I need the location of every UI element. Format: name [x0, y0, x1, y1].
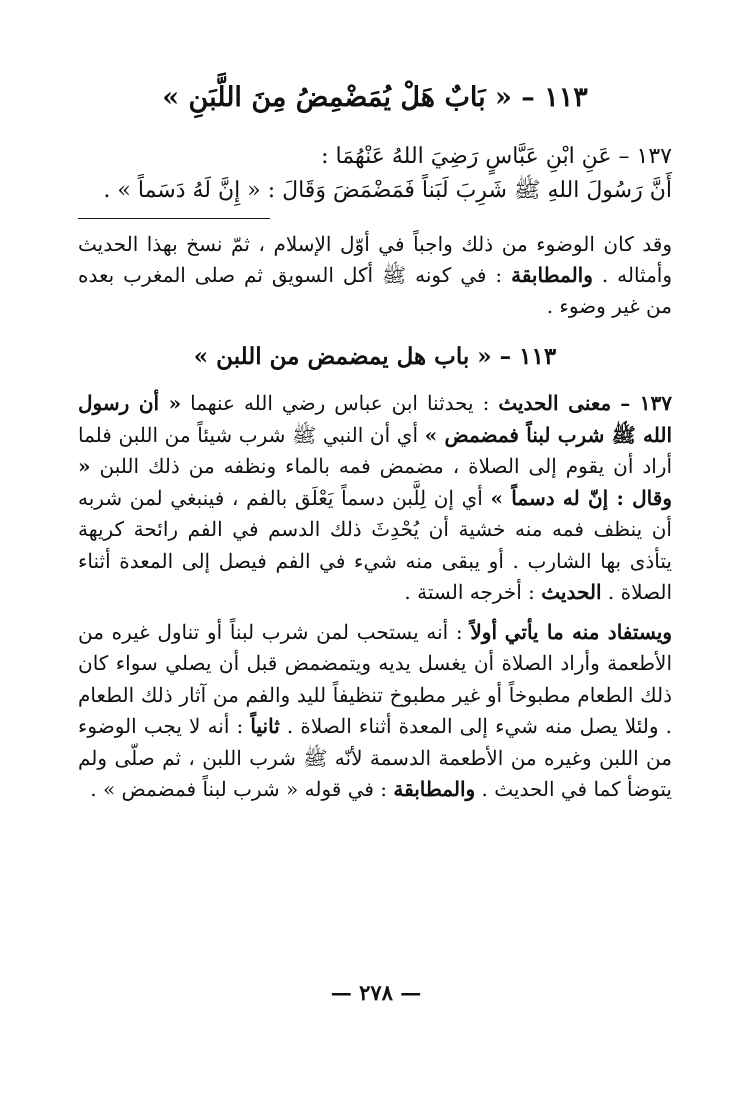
- benefits-paragraph: [78, 617, 672, 806]
- section-heading: ١١٣ – « باب هل يمضمض من اللبن »: [193, 343, 557, 370]
- second-label: ثانياً: [250, 714, 280, 738]
- footnote-divider-wrap: [78, 218, 672, 219]
- hadith-narrator-line: ١٣٧ – عَنِ ابْنِ عَبَّاسٍ رَضِيَ اللهُ عَنْهُمَا :: [321, 144, 672, 169]
- explain-1: أي أن النبي ﷺ شرب شيئاً من اللبن فلما أراد أن يقوم إلى الصلاة ، مضمض فمه بالماء ونظفه من ذلك اللبن: [78, 422, 673, 478]
- hadith-source: : أخرجه الستة .: [404, 580, 535, 604]
- commentary-paragraph: [78, 388, 672, 609]
- second-text: : أنه لا يجب الوضوء من اللبن وغيره من الأطعمة الدسمة لأنّه ﷺ شرب اللبن ، ثم صلّى ولم يتوضأ كما في الحديث .: [78, 714, 672, 801]
- quote-2: « وقال : إنّ له دسماً »: [78, 454, 672, 510]
- first-text: : أنه يستحب لمن شرب لبناً أو تناول غيره من الأطعمة وأراد الصلاة أن يغسل يديه ويتمضمض قبل أن يصلي سواء كان ذلك الطعام مطبوخاً أو غير مطبوخ تنظيفاً لليد والفم من آثار ذلك الطعام . ولئلا يصل منه شيء إلى المعدة أثناء الصلاة .: [78, 619, 673, 738]
- meaning-label: معنى الحديث: [498, 391, 612, 415]
- quote-1: « أن رسول الله ﷺ شرب لبناً فمضمض »: [78, 391, 673, 447]
- commentary-number: ١٣٧ –: [620, 391, 672, 415]
- footnote-text: وقد كان الوضوء من ذلك واجباً في أوّل الإسلام ، ثمّ نسخ بهذا الحديث وأمثاله .: [78, 232, 673, 287]
- match-text: : في قوله « شرب لبناً فمضمض » .: [90, 777, 388, 801]
- benefits-label: ويستفاد منه ما يأتي: [504, 619, 673, 644]
- first-label: أولاً: [470, 619, 497, 644]
- match-label: والمطابقة: [393, 777, 476, 801]
- footnote-divider: [78, 218, 270, 219]
- commentary-intro: : يحدثنا ابن عباس رضي الله عنهما: [190, 391, 490, 415]
- footnote-label: والمطابقة: [511, 263, 593, 287]
- hadith-text: أَنَّ رَسُولَ اللهِ ﷺ شَرِبَ لَبَناً فَمَضْمَضَ وَقَالَ : « إِنَّ لَهُ دَسَماً » .: [103, 178, 672, 203]
- footnote-rest: : في كونه ﷺ أكل السويق ثم صلى المغرب بعده من غير وضوء .: [78, 263, 672, 318]
- chapter-heading: ١١٣ – « بَابٌ هَلْ يُمَضْمِضُ مِنَ اللَّبَنِ »: [162, 82, 588, 113]
- footnote: [78, 229, 672, 322]
- hadith-label: الحديث: [541, 580, 602, 604]
- explain-2: أي إن لِلَّبن دسماً يَعْلَق بالفم ، فينبغي لمن شربه أن ينظف فمه منه خشية أن يُحْدِثَ ذلك الدسم في الفم رائحة كريهة يتأذى بها الشارب . أو يبقى منه شيء في الفم فيصل إلى المعدة أثناء الصلاة .: [78, 485, 672, 604]
- page-number: — ٢٧٨ —: [330, 980, 422, 1005]
